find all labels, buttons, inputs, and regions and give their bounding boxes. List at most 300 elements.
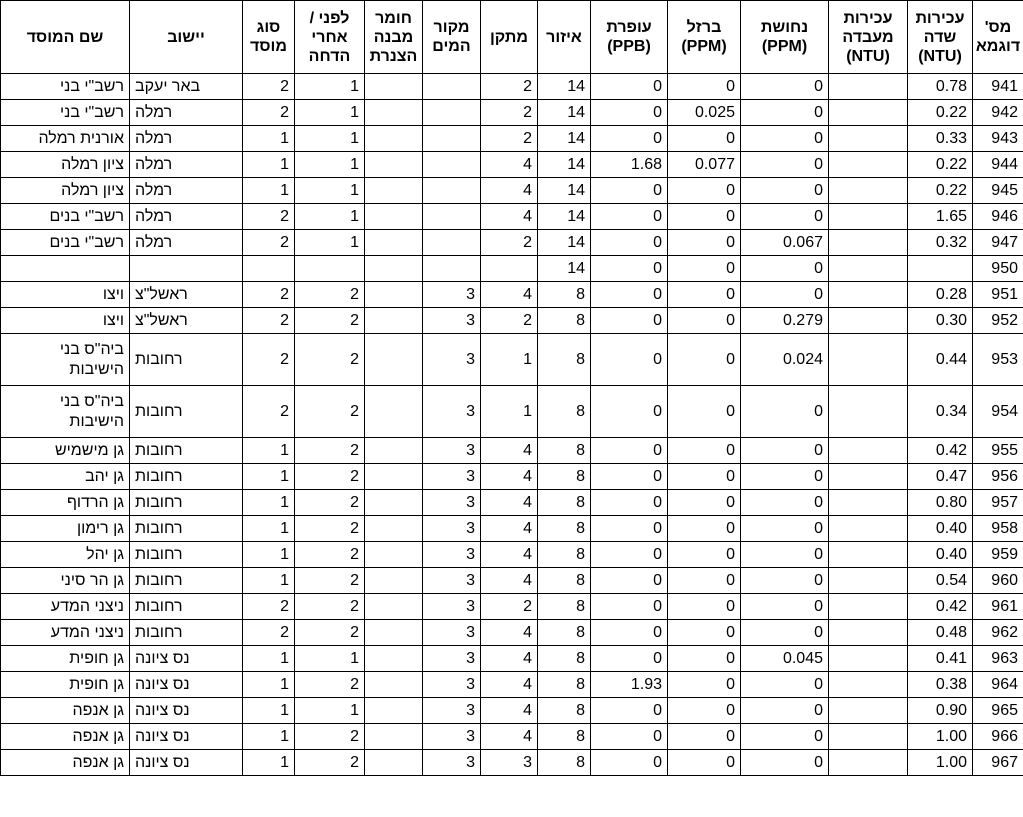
column-header-iron: ברזל (PPM) <box>668 1 741 74</box>
cell-settlement: רחובות <box>130 594 243 620</box>
cell-field-turbidity: 0.90 <box>908 698 973 724</box>
cell-sample-no: 951 <box>973 282 1023 308</box>
cell-copper: 0 <box>741 100 829 126</box>
cell-sample-no: 946 <box>973 204 1023 230</box>
cell-pipe-material <box>365 152 423 178</box>
table-row <box>1 334 1023 386</box>
cell-iron: 0 <box>668 464 741 490</box>
cell-institution-name: גן חופית <box>1 646 130 672</box>
column-header-pipe-material: חומר מבנה הצנרת <box>365 1 423 74</box>
cell-before-after-flush: 2 <box>295 438 365 464</box>
cell-institution-name: גן אנפה <box>1 698 130 724</box>
cell-water-source <box>423 230 481 256</box>
cell-area: 8 <box>538 334 591 386</box>
table-row <box>1 438 1023 464</box>
cell-copper: 0 <box>741 594 829 620</box>
table-row <box>1 464 1023 490</box>
cell-settlement: ראשל"צ <box>130 282 243 308</box>
cell-water-source: 3 <box>423 620 481 646</box>
cell-before-after-flush: 2 <box>295 620 365 646</box>
cell-before-after-flush: 1 <box>295 100 365 126</box>
cell-area: 14 <box>538 74 591 100</box>
cell-iron: 0 <box>668 568 741 594</box>
cell-before-after-flush: 2 <box>295 282 365 308</box>
cell-pipe-material <box>365 724 423 750</box>
cell-institution-name: ביה"ס בני הישיבות <box>1 334 130 386</box>
cell-iron: 0 <box>668 204 741 230</box>
cell-pipe-material <box>365 594 423 620</box>
cell-lead: 0 <box>591 204 668 230</box>
cell-sample-no: 959 <box>973 542 1023 568</box>
cell-pipe-material <box>365 282 423 308</box>
cell-institution-type: 1 <box>243 178 295 204</box>
cell-field-turbidity: 0.28 <box>908 282 973 308</box>
cell-settlement: רמלה <box>130 152 243 178</box>
cell-lab-turbidity <box>829 386 908 438</box>
cell-field-turbidity: 0.30 <box>908 308 973 334</box>
cell-fixture: 1 <box>481 334 538 386</box>
cell-water-source: 3 <box>423 308 481 334</box>
cell-settlement: רחובות <box>130 620 243 646</box>
cell-institution-type: 1 <box>243 516 295 542</box>
cell-fixture: 4 <box>481 282 538 308</box>
cell-settlement: נס ציונה <box>130 672 243 698</box>
cell-copper: 0 <box>741 178 829 204</box>
cell-settlement: רמלה <box>130 100 243 126</box>
cell-copper: 0 <box>741 672 829 698</box>
cell-pipe-material <box>365 308 423 334</box>
cell-fixture: 2 <box>481 74 538 100</box>
cell-institution-name: גן יהל <box>1 542 130 568</box>
cell-lab-turbidity <box>829 516 908 542</box>
cell-sample-no: 958 <box>973 516 1023 542</box>
cell-lab-turbidity <box>829 594 908 620</box>
cell-area: 8 <box>538 750 591 776</box>
cell-iron: 0.077 <box>668 152 741 178</box>
cell-sample-no: 953 <box>973 334 1023 386</box>
cell-institution-type: 2 <box>243 308 295 334</box>
cell-area: 8 <box>538 464 591 490</box>
cell-lab-turbidity <box>829 74 908 100</box>
table-row <box>1 698 1023 724</box>
cell-sample-no: 956 <box>973 464 1023 490</box>
cell-settlement: נס ציונה <box>130 724 243 750</box>
cell-before-after-flush: 2 <box>295 542 365 568</box>
column-header-sample-no: מס' דוגמא <box>973 1 1023 74</box>
cell-field-turbidity: 0.33 <box>908 126 973 152</box>
cell-before-after-flush: 2 <box>295 308 365 334</box>
cell-area: 8 <box>538 308 591 334</box>
cell-lead: 0 <box>591 308 668 334</box>
cell-lab-turbidity <box>829 308 908 334</box>
cell-area: 8 <box>538 698 591 724</box>
cell-area: 14 <box>538 100 591 126</box>
cell-field-turbidity: 0.42 <box>908 594 973 620</box>
cell-before-after-flush: 1 <box>295 204 365 230</box>
cell-sample-no: 942 <box>973 100 1023 126</box>
cell-pipe-material <box>365 438 423 464</box>
cell-settlement: באר יעקב <box>130 74 243 100</box>
cell-water-source <box>423 126 481 152</box>
cell-fixture: 2 <box>481 230 538 256</box>
cell-institution-name: גן יהב <box>1 464 130 490</box>
cell-lead: 0 <box>591 516 668 542</box>
cell-area: 8 <box>538 516 591 542</box>
cell-fixture: 3 <box>481 750 538 776</box>
table-row <box>1 750 1023 776</box>
cell-settlement: נס ציונה <box>130 750 243 776</box>
cell-sample-no: 952 <box>973 308 1023 334</box>
cell-institution-type: 1 <box>243 464 295 490</box>
cell-institution-type: 1 <box>243 490 295 516</box>
column-header-water-source: מקור המים <box>423 1 481 74</box>
cell-lab-turbidity <box>829 490 908 516</box>
cell-lead: 0 <box>591 698 668 724</box>
table-row <box>1 282 1023 308</box>
cell-pipe-material <box>365 256 423 282</box>
cell-institution-type: 2 <box>243 100 295 126</box>
cell-lab-turbidity <box>829 438 908 464</box>
cell-institution-type: 1 <box>243 724 295 750</box>
table-body <box>1 74 1023 776</box>
cell-lead: 1.68 <box>591 152 668 178</box>
cell-field-turbidity: 0.44 <box>908 334 973 386</box>
cell-pipe-material <box>365 646 423 672</box>
cell-before-after-flush: 2 <box>295 568 365 594</box>
cell-institution-type: 2 <box>243 594 295 620</box>
table-row <box>1 100 1023 126</box>
column-header-field-turbidity: עכירות שדה (NTU) <box>908 1 973 74</box>
cell-settlement: רחובות <box>130 438 243 464</box>
cell-fixture: 4 <box>481 204 538 230</box>
cell-institution-name: ניצני המדע <box>1 620 130 646</box>
cell-copper: 0 <box>741 568 829 594</box>
cell-iron: 0 <box>668 256 741 282</box>
cell-lab-turbidity <box>829 542 908 568</box>
cell-copper: 0 <box>741 464 829 490</box>
cell-institution-type: 1 <box>243 698 295 724</box>
cell-water-source: 3 <box>423 750 481 776</box>
cell-lead: 0 <box>591 464 668 490</box>
cell-area: 8 <box>538 282 591 308</box>
cell-fixture: 2 <box>481 308 538 334</box>
cell-lab-turbidity <box>829 152 908 178</box>
cell-lead: 0 <box>591 750 668 776</box>
cell-fixture: 4 <box>481 672 538 698</box>
cell-sample-no: 960 <box>973 568 1023 594</box>
cell-field-turbidity: 0.42 <box>908 438 973 464</box>
cell-institution-name <box>1 256 130 282</box>
cell-fixture: 2 <box>481 126 538 152</box>
table-row <box>1 724 1023 750</box>
cell-field-turbidity: 0.54 <box>908 568 973 594</box>
cell-field-turbidity: 1.00 <box>908 724 973 750</box>
cell-lab-turbidity <box>829 646 908 672</box>
cell-field-turbidity: 0.47 <box>908 464 973 490</box>
cell-institution-name: גן אנפה <box>1 750 130 776</box>
cell-institution-type: 1 <box>243 568 295 594</box>
cell-lab-turbidity <box>829 464 908 490</box>
cell-settlement <box>130 256 243 282</box>
cell-before-after-flush: 2 <box>295 464 365 490</box>
cell-institution-type: 2 <box>243 334 295 386</box>
cell-sample-no: 964 <box>973 672 1023 698</box>
cell-settlement: רמלה <box>130 178 243 204</box>
cell-field-turbidity: 0.40 <box>908 516 973 542</box>
cell-iron: 0 <box>668 438 741 464</box>
cell-area: 14 <box>538 204 591 230</box>
cell-copper: 0 <box>741 152 829 178</box>
cell-lead: 0 <box>591 100 668 126</box>
cell-settlement: רמלה <box>130 230 243 256</box>
cell-lead: 0 <box>591 594 668 620</box>
cell-lab-turbidity <box>829 724 908 750</box>
cell-water-source <box>423 256 481 282</box>
cell-area: 8 <box>538 568 591 594</box>
cell-sample-no: 944 <box>973 152 1023 178</box>
cell-pipe-material <box>365 464 423 490</box>
cell-fixture <box>481 256 538 282</box>
cell-lab-turbidity <box>829 568 908 594</box>
cell-fixture: 4 <box>481 438 538 464</box>
cell-area: 8 <box>538 594 591 620</box>
cell-area: 8 <box>538 438 591 464</box>
cell-lead: 0 <box>591 724 668 750</box>
cell-institution-type: 1 <box>243 438 295 464</box>
cell-lead: 0 <box>591 334 668 386</box>
cell-pipe-material <box>365 386 423 438</box>
cell-fixture: 1 <box>481 386 538 438</box>
cell-area: 8 <box>538 646 591 672</box>
cell-water-source: 3 <box>423 542 481 568</box>
cell-copper: 0 <box>741 516 829 542</box>
cell-copper: 0 <box>741 542 829 568</box>
cell-field-turbidity: 0.22 <box>908 100 973 126</box>
cell-lead: 0 <box>591 438 668 464</box>
cell-fixture: 4 <box>481 646 538 672</box>
cell-copper: 0 <box>741 386 829 438</box>
cell-institution-type: 1 <box>243 542 295 568</box>
header-row <box>1 1 1023 74</box>
cell-water-source: 3 <box>423 438 481 464</box>
cell-iron: 0 <box>668 126 741 152</box>
cell-before-after-flush: 1 <box>295 646 365 672</box>
cell-settlement: רחובות <box>130 490 243 516</box>
cell-institution-type: 2 <box>243 74 295 100</box>
cell-iron: 0 <box>668 282 741 308</box>
cell-sample-no: 954 <box>973 386 1023 438</box>
cell-iron: 0 <box>668 724 741 750</box>
cell-copper: 0 <box>741 74 829 100</box>
cell-water-source: 3 <box>423 334 481 386</box>
table-row <box>1 568 1023 594</box>
cell-settlement: נס ציונה <box>130 646 243 672</box>
cell-lead: 0 <box>591 568 668 594</box>
cell-institution-name: גן מישמיש <box>1 438 130 464</box>
cell-water-source: 3 <box>423 568 481 594</box>
table-row <box>1 620 1023 646</box>
table-row <box>1 646 1023 672</box>
cell-lead: 0 <box>591 490 668 516</box>
cell-copper: 0 <box>741 750 829 776</box>
cell-pipe-material <box>365 178 423 204</box>
cell-before-after-flush: 1 <box>295 74 365 100</box>
cell-water-source: 3 <box>423 386 481 438</box>
cell-water-source <box>423 204 481 230</box>
cell-institution-name: רשב"י בני <box>1 74 130 100</box>
cell-before-after-flush <box>295 256 365 282</box>
cell-fixture: 4 <box>481 698 538 724</box>
cell-water-source: 3 <box>423 464 481 490</box>
table-row <box>1 490 1023 516</box>
column-header-lead: עופרת (PPB) <box>591 1 668 74</box>
table-row <box>1 672 1023 698</box>
cell-copper: 0.024 <box>741 334 829 386</box>
cell-iron: 0 <box>668 620 741 646</box>
cell-copper: 0 <box>741 620 829 646</box>
cell-institution-name: ציון רמלה <box>1 178 130 204</box>
cell-fixture: 4 <box>481 516 538 542</box>
cell-area: 14 <box>538 178 591 204</box>
cell-field-turbidity: 1.65 <box>908 204 973 230</box>
cell-copper: 0 <box>741 698 829 724</box>
cell-water-source: 3 <box>423 594 481 620</box>
cell-area: 14 <box>538 230 591 256</box>
cell-before-after-flush: 2 <box>295 594 365 620</box>
cell-before-after-flush: 2 <box>295 516 365 542</box>
column-header-lab-turbidity: עכירות מעבדה (NTU) <box>829 1 908 74</box>
cell-institution-name: רשב"י בני <box>1 100 130 126</box>
cell-lab-turbidity <box>829 204 908 230</box>
table-row <box>1 126 1023 152</box>
cell-institution-type: 2 <box>243 620 295 646</box>
cell-field-turbidity: 0.80 <box>908 490 973 516</box>
cell-copper: 0 <box>741 724 829 750</box>
table-row <box>1 594 1023 620</box>
cell-water-source: 3 <box>423 672 481 698</box>
cell-copper: 0 <box>741 126 829 152</box>
cell-lead: 0 <box>591 542 668 568</box>
cell-pipe-material <box>365 568 423 594</box>
cell-before-after-flush: 2 <box>295 386 365 438</box>
cell-sample-no: 947 <box>973 230 1023 256</box>
cell-fixture: 4 <box>481 568 538 594</box>
cell-lab-turbidity <box>829 282 908 308</box>
cell-field-turbidity: 0.34 <box>908 386 973 438</box>
cell-iron: 0 <box>668 698 741 724</box>
cell-institution-name: ויצו <box>1 282 130 308</box>
cell-iron: 0 <box>668 386 741 438</box>
cell-pipe-material <box>365 334 423 386</box>
cell-settlement: רחובות <box>130 464 243 490</box>
cell-fixture: 4 <box>481 178 538 204</box>
column-header-copper: נחושת (PPM) <box>741 1 829 74</box>
cell-before-after-flush: 1 <box>295 178 365 204</box>
cell-settlement: ראשל"צ <box>130 308 243 334</box>
cell-lab-turbidity <box>829 256 908 282</box>
cell-copper: 0 <box>741 490 829 516</box>
cell-before-after-flush: 2 <box>295 724 365 750</box>
cell-institution-name: ויצו <box>1 308 130 334</box>
cell-institution-name: גן הר סיני <box>1 568 130 594</box>
cell-before-after-flush: 2 <box>295 750 365 776</box>
cell-sample-no: 961 <box>973 594 1023 620</box>
cell-lead: 0 <box>591 126 668 152</box>
cell-sample-no: 957 <box>973 490 1023 516</box>
cell-water-source <box>423 152 481 178</box>
cell-fixture: 4 <box>481 464 538 490</box>
table-row <box>1 256 1023 282</box>
cell-copper: 0 <box>741 204 829 230</box>
cell-before-after-flush: 2 <box>295 334 365 386</box>
cell-area: 14 <box>538 126 591 152</box>
cell-sample-no: 963 <box>973 646 1023 672</box>
cell-fixture: 4 <box>481 724 538 750</box>
cell-settlement: רמלה <box>130 204 243 230</box>
cell-institution-name: ביה"ס בני הישיבות <box>1 386 130 438</box>
cell-institution-type: 2 <box>243 282 295 308</box>
cell-water-source: 3 <box>423 698 481 724</box>
cell-lab-turbidity <box>829 126 908 152</box>
cell-iron: 0.025 <box>668 100 741 126</box>
cell-field-turbidity: 0.38 <box>908 672 973 698</box>
cell-institution-name: רשב"י בנים <box>1 230 130 256</box>
cell-pipe-material <box>365 74 423 100</box>
cell-institution-name: אורנית רמלה <box>1 126 130 152</box>
cell-lab-turbidity <box>829 750 908 776</box>
cell-institution-name: גן חופית <box>1 672 130 698</box>
table-row <box>1 386 1023 438</box>
cell-lead: 0 <box>591 178 668 204</box>
table-row <box>1 204 1023 230</box>
cell-field-turbidity: 0.22 <box>908 178 973 204</box>
cell-lead: 0 <box>591 386 668 438</box>
cell-pipe-material <box>365 620 423 646</box>
table-row <box>1 542 1023 568</box>
cell-institution-type: 2 <box>243 230 295 256</box>
cell-area: 8 <box>538 672 591 698</box>
cell-before-after-flush: 1 <box>295 698 365 724</box>
table-row <box>1 74 1023 100</box>
cell-iron: 0 <box>668 490 741 516</box>
cell-sample-no: 966 <box>973 724 1023 750</box>
cell-water-source: 3 <box>423 282 481 308</box>
column-header-settlement: יישוב <box>130 1 243 74</box>
cell-institution-type: 1 <box>243 672 295 698</box>
cell-fixture: 2 <box>481 100 538 126</box>
cell-sample-no: 943 <box>973 126 1023 152</box>
cell-institution-type: 1 <box>243 646 295 672</box>
cell-iron: 0 <box>668 308 741 334</box>
cell-before-after-flush: 1 <box>295 230 365 256</box>
cell-settlement: רמלה <box>130 126 243 152</box>
cell-area: 8 <box>538 386 591 438</box>
cell-before-after-flush: 1 <box>295 126 365 152</box>
cell-institution-type: 1 <box>243 750 295 776</box>
cell-sample-no: 941 <box>973 74 1023 100</box>
table-row <box>1 152 1023 178</box>
cell-sample-no: 965 <box>973 698 1023 724</box>
cell-lab-turbidity <box>829 620 908 646</box>
cell-lead: 0 <box>591 74 668 100</box>
cell-pipe-material <box>365 230 423 256</box>
cell-institution-name: גן הרדוף <box>1 490 130 516</box>
cell-field-turbidity: 0.41 <box>908 646 973 672</box>
cell-lead: 0 <box>591 230 668 256</box>
cell-pipe-material <box>365 126 423 152</box>
table-row <box>1 230 1023 256</box>
cell-pipe-material <box>365 516 423 542</box>
